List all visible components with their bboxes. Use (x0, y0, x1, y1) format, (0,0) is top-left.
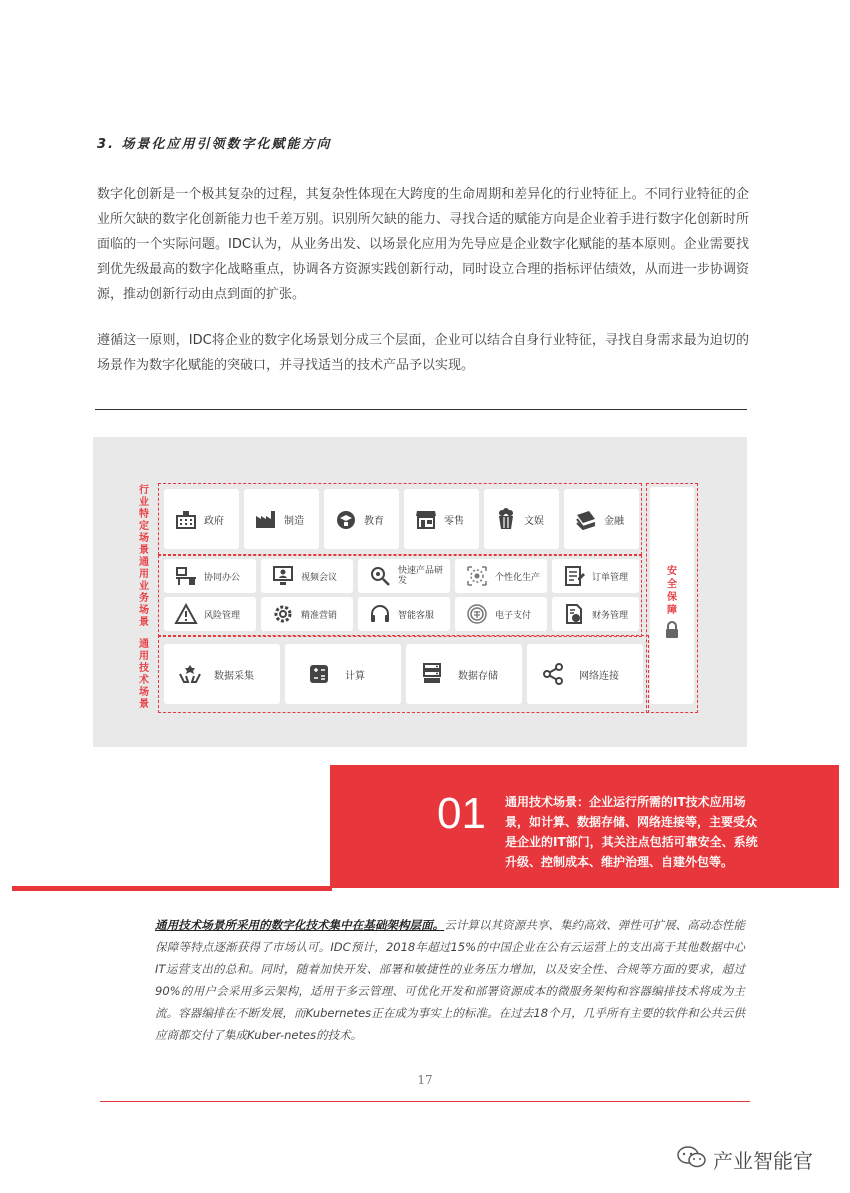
row-label-industry: 行业特定场景 (139, 485, 149, 556)
card-label: 协同办公 (204, 572, 241, 583)
card-label: 政府 (204, 515, 224, 527)
search-gear-icon (368, 564, 392, 588)
paragraph-body: 云计算以其资源共享、集约高效、弹性可扩展、高动态性能保障等特点逐渐获得了市场认可。IDC预计，2018年超过15%的中国企业在公有云运营上的支出高于其他数据中心IT运营支出的总和。同时，随着加快开发、部署和敏捷性的业务压力增加，以及安全性、合规等方面的要求，超过90%的用户会采用多云架构，适用于多云管理、可优化开发和部署资源成本的微服务架构和容器编排技术将成为主流。容器编排在不断发展，而Kubernetes正在成为事实上的标准。在过去18个月，几乎所有主要的软件和公共云供应商都交付了集成Kuber-netes的技术。 (155, 918, 745, 1042)
wechat-icon (677, 1146, 713, 1173)
callout-panel (330, 765, 839, 888)
paragraph-lead: 通用技术场景所采用的数字化技术集中在基础架构层面。 (155, 918, 445, 932)
card-label: 电子支付 (495, 610, 532, 621)
popcorn-icon (494, 507, 518, 531)
scenario-diagram (93, 437, 747, 747)
calculator-icon (307, 662, 331, 686)
industry-card-entertainment (484, 489, 559, 549)
business-card-precision-marketing (261, 597, 353, 631)
gear-target-icon (465, 564, 489, 588)
business-card-order-management (552, 559, 639, 593)
coin-icon (465, 602, 489, 626)
business-card-e-payment (455, 597, 547, 631)
card-label: 智能客服 (398, 610, 435, 621)
row-label-general-business: 通用业务场景 (139, 557, 149, 628)
watermark (677, 1145, 813, 1174)
page-number: 17 (417, 1073, 433, 1087)
accent-line-left (12, 886, 332, 891)
factory-icon (254, 507, 278, 531)
industry-card-government (164, 489, 239, 549)
card-label: 视频会议 (301, 572, 338, 583)
business-card-rapid-rd (358, 559, 450, 593)
card-label: 风险管理 (204, 610, 241, 621)
card-label: 文娱 (524, 515, 544, 527)
card-label: 数据存储 (458, 670, 498, 682)
hands-data-icon (178, 662, 202, 686)
section-heading: 3. 场景化应用引领数字化赋能方向 (97, 137, 332, 152)
card-label: 精准营销 (301, 610, 338, 621)
card-label: 个性化生产 (495, 572, 541, 583)
office-desk-icon (174, 564, 198, 588)
business-card-smart-customer-service (358, 597, 450, 631)
tech-card-data-storage (406, 644, 522, 704)
business-card-video-conference (261, 559, 353, 593)
footer-line (100, 1101, 750, 1102)
body-paragraph-2 (97, 328, 749, 378)
card-label: 制造 (284, 515, 304, 527)
card-label: 计算 (345, 670, 365, 682)
card-label: 财务管理 (592, 610, 629, 621)
finance-document-icon (562, 602, 586, 626)
order-list-icon (562, 564, 586, 588)
graduation-cap-icon (334, 507, 358, 531)
industry-card-manufacturing (244, 489, 319, 549)
industry-card-retail (404, 489, 479, 549)
body-paragraph-1 (97, 182, 749, 307)
headset-icon (368, 602, 392, 626)
italic-paragraph (155, 914, 745, 1046)
card-label: 网络连接 (579, 670, 619, 682)
share-network-icon (541, 662, 565, 686)
business-card-risk-management (164, 597, 256, 631)
card-label: 教育 (364, 515, 384, 527)
row-label-general-tech: 通用技术场景 (139, 639, 149, 710)
callout-text: 通用技术场景：企业运行所需的IT技术应用场景，如计算、数据存储、网络连接等，主要受众是企业的IT部门，其关注点包括可靠安全、系统升级、控制成本、维护治理、自建外包等。 (505, 795, 758, 869)
callout-number: 01 (437, 789, 486, 838)
section-divider (95, 409, 747, 410)
security-column (650, 487, 694, 704)
card-label: 金融 (604, 515, 624, 527)
tech-card-network (527, 644, 643, 704)
card-label: 快速产品研发 (398, 566, 444, 586)
card-label: 数据采集 (214, 670, 254, 682)
paragraph-text: 数字化创新是一个极其复杂的过程，其复杂性体现在大跨度的生命周期和差异化的行业特征上。不同行业特征的企业所欠缺的数字化创新能力也千差万别。识别所欠缺的能力、寻找合适的赋能方向是企业着手进行数字化创新时所面临的一个实际问题。IDC认为，从业务出发、以场景化应用为先导应是企业数字化赋能的基本原则。企业需要找到优先级最高的数字化战略重点，协调各方资源实践创新行动，同时设立合理的指标评估绩效，从而进一步协调资源，推动创新行动由点到面的扩张。 (97, 187, 749, 302)
money-stack-icon (574, 507, 598, 531)
card-label: 订单管理 (592, 572, 629, 583)
gear-settings-icon (271, 602, 295, 626)
tech-card-data-collection (164, 644, 280, 704)
warning-icon (174, 602, 198, 626)
video-conference-icon (271, 564, 295, 588)
server-storage-icon (420, 662, 444, 686)
industry-card-finance (564, 489, 639, 549)
lock-icon (664, 621, 680, 639)
business-card-office (164, 559, 256, 593)
watermark-text: 产业智能官 (713, 1149, 813, 1173)
business-card-finance-management (552, 597, 639, 631)
government-building-icon (174, 507, 198, 531)
card-label: 零售 (444, 515, 464, 527)
security-label: 安全保障 (667, 566, 677, 616)
tech-card-computing (285, 644, 401, 704)
paragraph-text: 遵循这一原则，IDC将企业的数字化场景划分成三个层面，企业可以结合自身行业特征，寻找自身需求最为迫切的场景作为数字化赋能的突破口，并寻找适当的技术产品予以实现。 (97, 333, 749, 373)
industry-card-education (324, 489, 399, 549)
storefront-icon (414, 507, 438, 531)
business-card-personalized-production (455, 559, 547, 593)
